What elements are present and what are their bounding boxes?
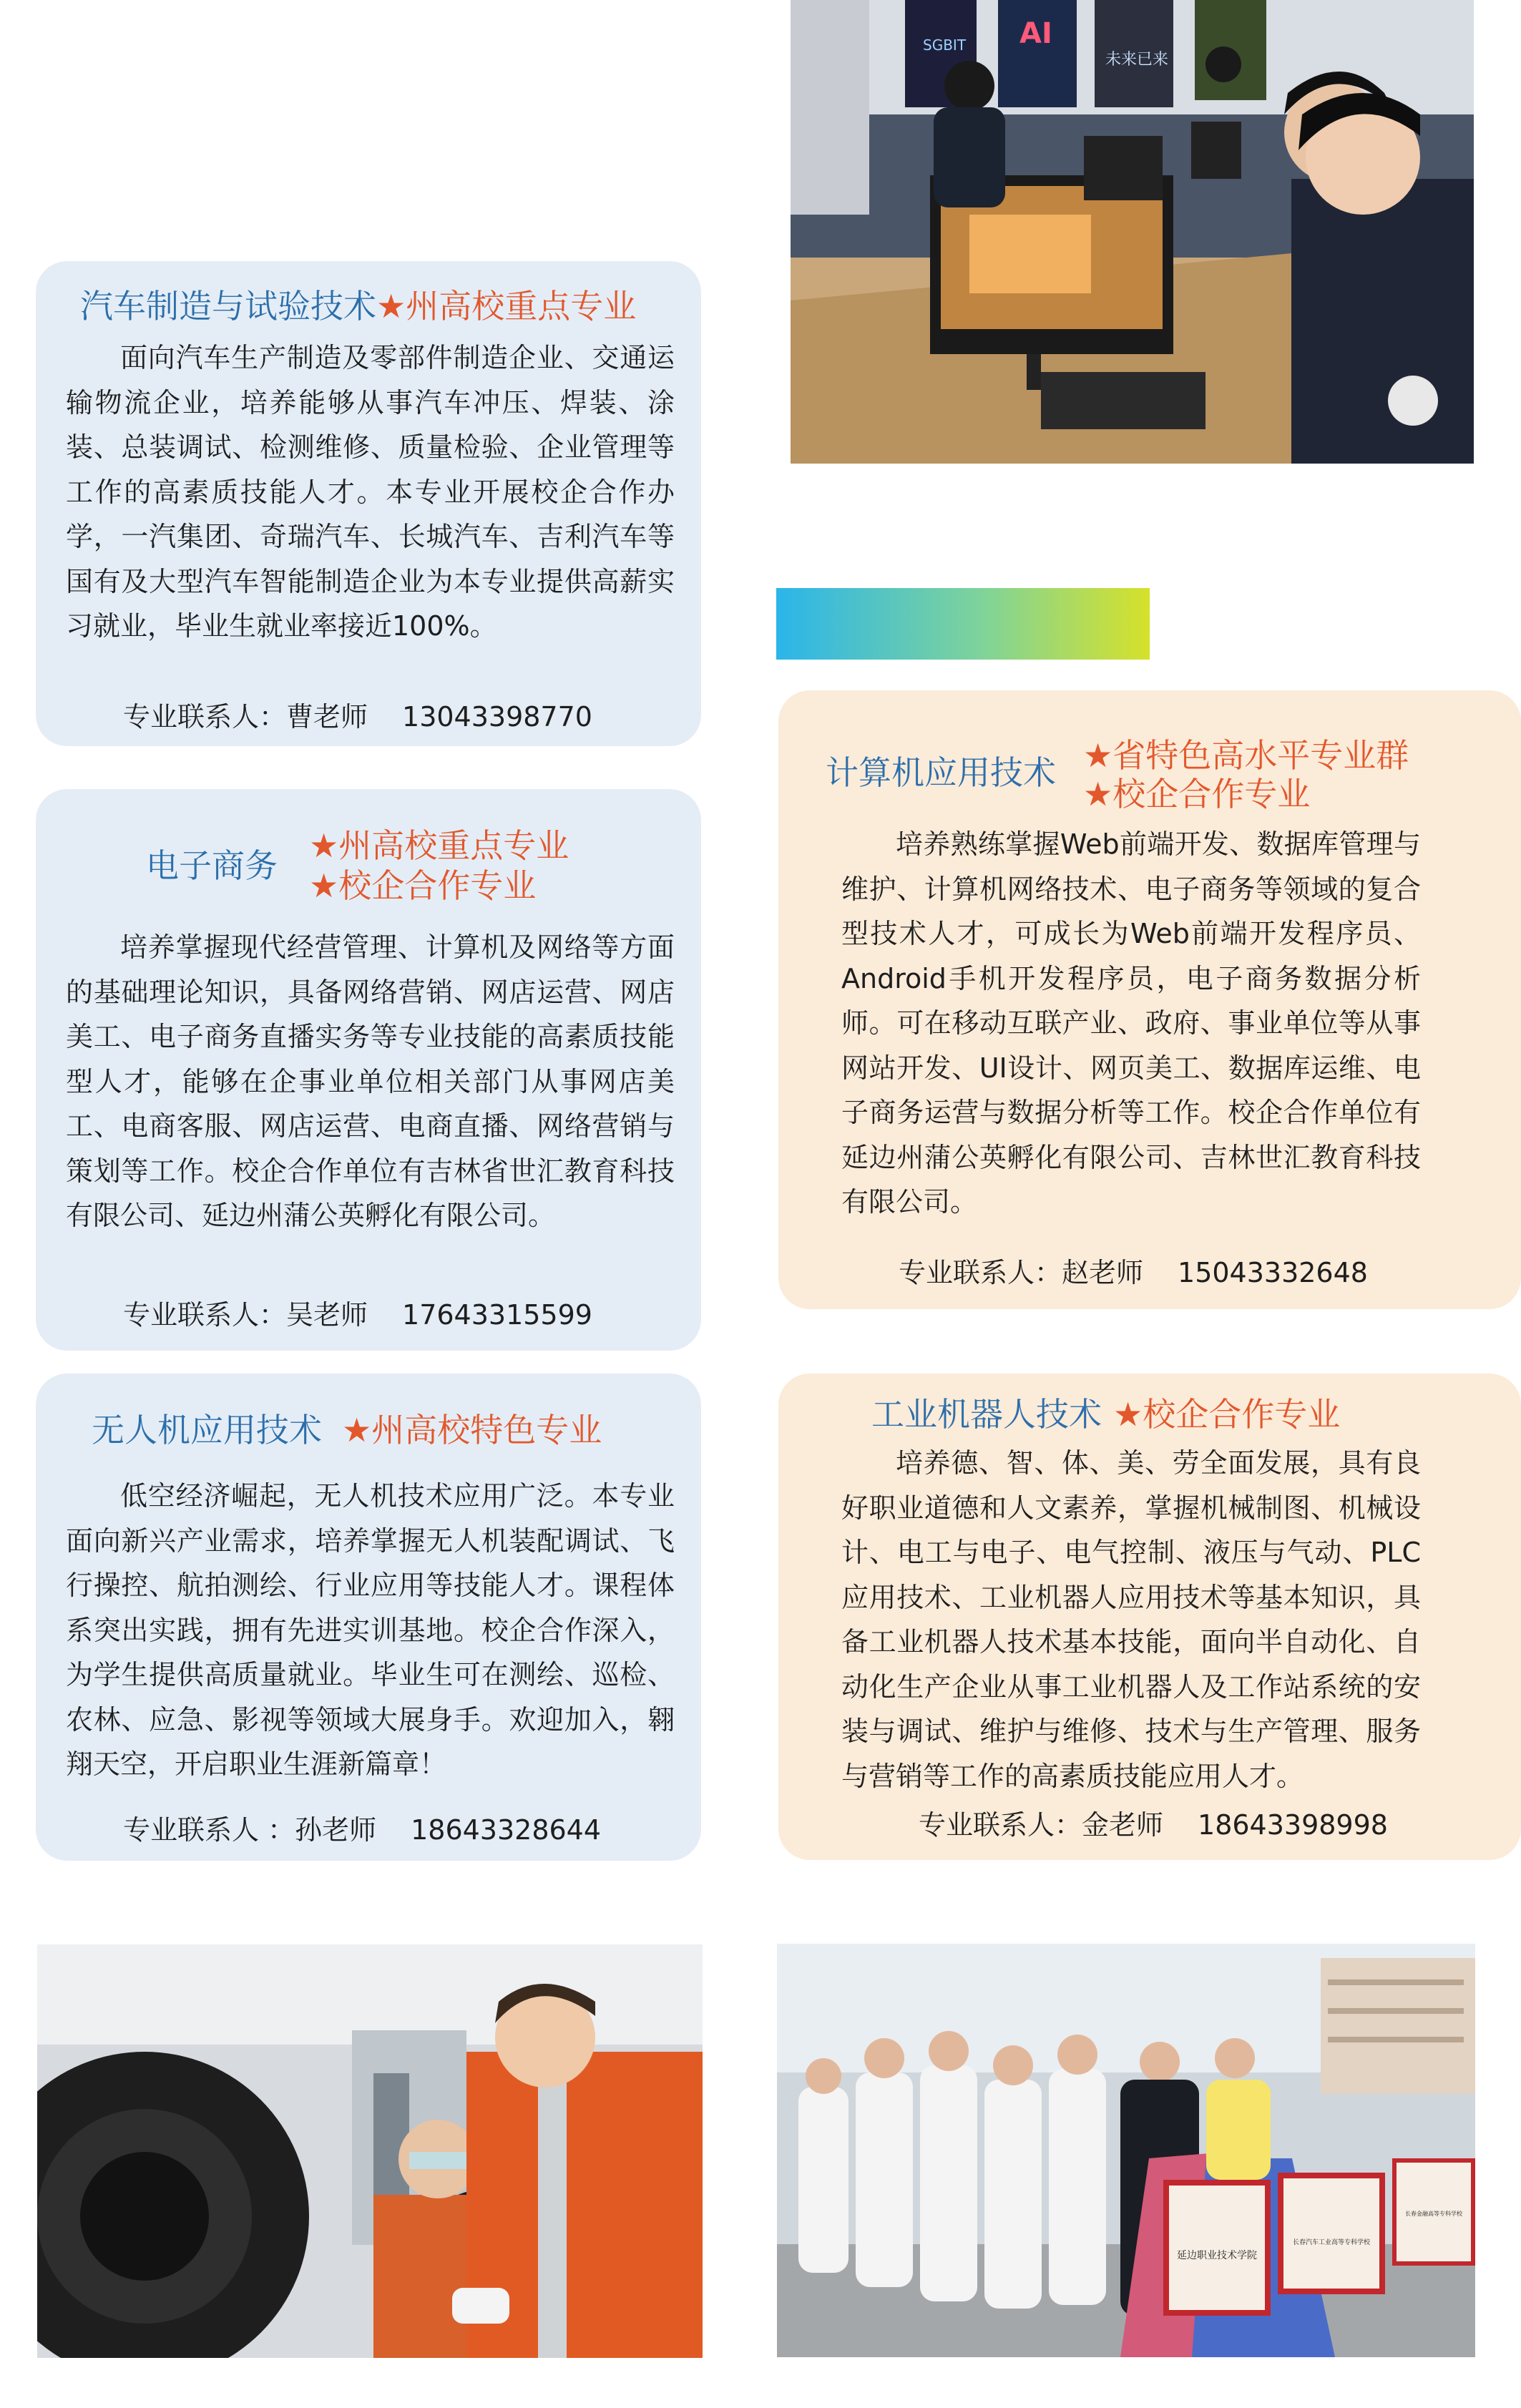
- program-description: 培养熟练掌握Web前端开发、数据库管理与维护、计算机网络技术、电子商务等领域的复合型技术人才，可成长为Web前端开发程序员、Android手机开发程序员，电子商务数据分析师。可在移动互联产业、政府、事业单位等从事网站开发、UI设计、网页美工、数据库运维、电子商务运营与数据分析等工作。校企合作单位有延边州蒲公英孵化有限公司、吉林世汇教育科技有限公司。: [841, 828, 1421, 1218]
- program-name: 汽车制造与试验技术: [80, 287, 376, 326]
- program-contact: [899, 1255, 1368, 1291]
- poster-text-2: AI: [1019, 17, 1052, 50]
- school-sign-text-2: 长春汽车工业高等专科学校: [1292, 2239, 1371, 2246]
- contact-person: 专业联系人：赵老师: [899, 1257, 1144, 1288]
- program-tag: ★省特色高水平专业群: [1083, 736, 1409, 775]
- contact-phone: 17643315599: [402, 1299, 592, 1331]
- program-card-ecommerce: [36, 789, 701, 1351]
- contact-phone: 15043332648: [1178, 1257, 1368, 1288]
- program-contact: [123, 1297, 592, 1333]
- program-description: 培养德、智、体、美、劳全面发展，具有良好职业道德和人文素养，掌握机械制图、机械设计、电工与电子、电气控制、液压与气动、PLC应用技术、工业机器人应用技术等基本知识，具备工业机器人技术基本技能，面向半自动化、自动化生产企业从事工业机器人及工作站系统的安装与调试、维护与维修、技术与生产管理、服务与营销等工作的高素质技能应用人才。: [841, 1447, 1421, 1792]
- program-contact: [123, 699, 592, 735]
- program-title-drone: [92, 1409, 602, 1451]
- computer-lab-photo: [791, 0, 1474, 464]
- contact-phone: 18643398998: [1198, 1809, 1388, 1841]
- program-tag: ★校企合作专业: [309, 866, 537, 905]
- program-tag: ★州高校特色专业: [342, 1411, 602, 1449]
- gradient-accent-bar: [776, 588, 1150, 660]
- school-sign-text-1: 延边职业技术学院: [1177, 2250, 1257, 2261]
- program-contact: [919, 1807, 1388, 1843]
- program-name: 工业机器人技术: [871, 1395, 1102, 1434]
- school-sign-text-3: 长春金融高等专科学校: [1405, 2211, 1462, 2217]
- program-description: 面向汽车生产制造及零部件制造企业、交通运输物流企业，培养能够从事汽车冲压、焊装、涂装、总装调试、检测维修、质量检验、企业管理等工作的高素质技能人才。本专业开展校企合作办学，一汽集团、奇瑞汽车、长城汽车、吉利汽车等国有及大型汽车智能制造企业为本专业提供高薪实习就业，毕业生就业率接近100%。: [66, 342, 675, 642]
- program-tag: ★州高校重点专业: [309, 826, 569, 865]
- program-contact: [123, 1812, 601, 1848]
- program-name: 计算机应用技术: [826, 753, 1056, 792]
- program-card-robot: [778, 1374, 1521, 1860]
- program-tag: ★校企合作专业: [1083, 775, 1311, 813]
- contact-phone: 18643328644: [411, 1814, 602, 1846]
- poster-text-3: 未来已来: [1105, 51, 1169, 69]
- program-title-robot: [871, 1394, 1340, 1435]
- contact-person: 专业联系人：曹老师: [123, 701, 368, 733]
- poster-text-1: SGBIT: [923, 36, 967, 54]
- students-event-photo: [777, 1944, 1475, 2357]
- program-title-auto: [80, 285, 636, 327]
- contact-person: 专业联系人：金老师: [919, 1809, 1164, 1841]
- contact-person: 专业联系人 ：孙老师: [123, 1814, 377, 1846]
- program-card-computer: [778, 690, 1521, 1309]
- program-card-auto: [36, 261, 701, 746]
- program-tag: ★州高校重点专业: [376, 287, 637, 326]
- program-description: 培养掌握现代经营管理、计算机及网络等方面的基础理论知识，具备网络营销、网店运营、网店美工、电子商务直播实务等专业技能的高素质技能型人才，能够在企事业单位相关部门从事网店美工、电商客服、网店运营、电商直播、网络营销与策划等工作。校企合作单位有吉林省世汇教育科技有限公司、延边州蒲公英孵化有限公司。: [66, 931, 675, 1231]
- contact-phone: 13043398770: [402, 701, 592, 733]
- program-card-drone: [36, 1374, 701, 1861]
- program-name: 无人机应用技术: [92, 1411, 322, 1449]
- tire-workshop-photo: [37, 1944, 703, 2358]
- program-description: 低空经济崛起，无人机技术应用广泛。本专业面向新兴产业需求，培养掌握无人机装配调试、飞行操控、航拍测绘、行业应用等技能人才。课程体系突出实践，拥有先进实训基地。校企合作深入，为学生提供高质量就业。毕业生可在测绘、巡检、农林、应急、影视等领域大展身手。欢迎加入，翱翔天空，开启职业生涯新篇章！: [66, 1480, 675, 1780]
- program-tag: ★校企合作专业: [1113, 1395, 1341, 1434]
- contact-person: 专业联系人：吴老师: [123, 1299, 368, 1331]
- program-name: 电子商务: [146, 846, 278, 885]
